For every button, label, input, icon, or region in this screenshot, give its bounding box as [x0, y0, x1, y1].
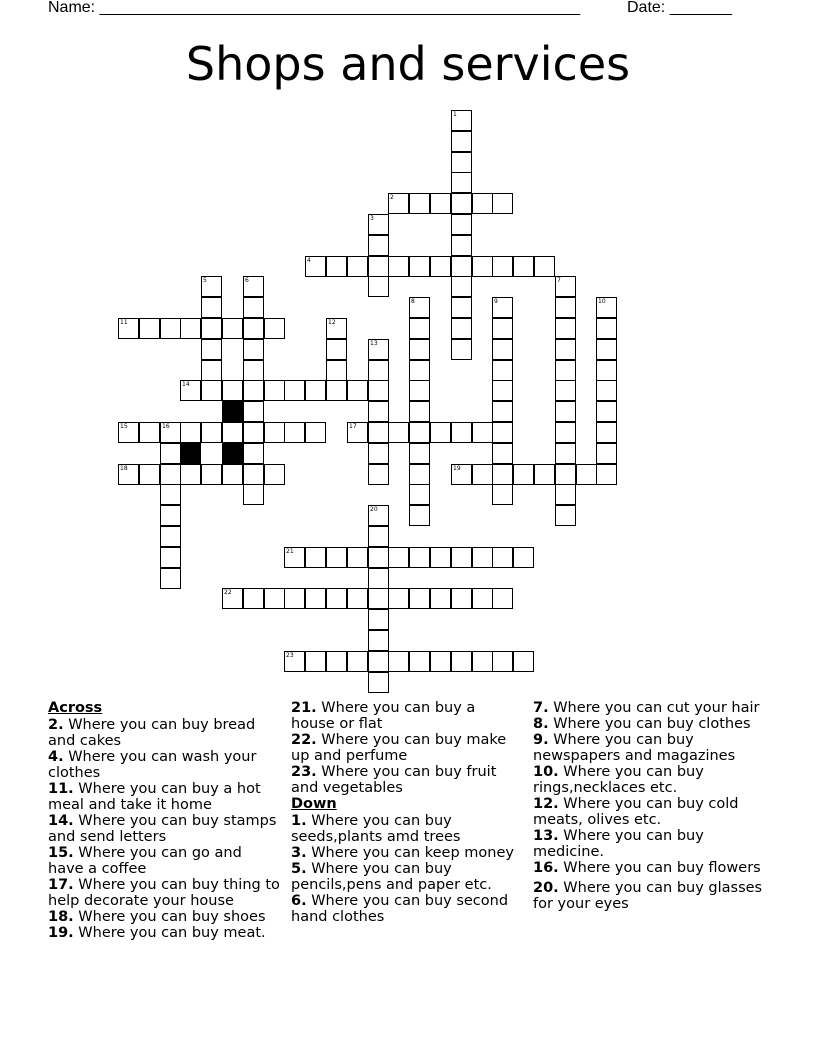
clue-text: Where you can buy fruit and vegetables	[291, 764, 497, 796]
clue-text: Where you can buy meat.	[78, 925, 266, 941]
clue-down-9	[533, 732, 773, 764]
clue-text: Where you can buy second hand clothes	[291, 893, 509, 925]
clue-number: 22.	[291, 732, 317, 748]
grid-cell[interactable]	[492, 318, 513, 339]
grid-cell[interactable]	[222, 380, 243, 401]
grid-cell[interactable]	[284, 422, 305, 443]
grid-number: 22	[224, 589, 232, 596]
grid-cell[interactable]	[555, 318, 576, 339]
grid-number: 1	[453, 111, 457, 118]
grid-cell[interactable]	[243, 401, 264, 422]
grid-cell[interactable]	[451, 318, 472, 339]
grid-cell[interactable]	[409, 505, 430, 526]
grid-cell[interactable]	[180, 318, 201, 339]
grid-cell[interactable]	[596, 339, 617, 360]
grid-cell[interactable]	[160, 547, 181, 568]
grid-cell[interactable]	[243, 339, 264, 360]
grid-cell[interactable]	[368, 505, 389, 526]
grid-cell[interactable]	[118, 318, 139, 339]
grid-cell[interactable]	[451, 214, 472, 235]
grid-cell[interactable]	[326, 380, 347, 401]
clue-number: 11.	[48, 781, 74, 797]
grid-cell[interactable]	[409, 339, 430, 360]
clue-text: Where you can keep money	[311, 845, 514, 861]
grid-cell[interactable]	[222, 588, 243, 609]
grid-cell[interactable]	[409, 651, 430, 672]
grid-cell[interactable]	[347, 547, 368, 568]
grid-cell[interactable]	[243, 318, 264, 339]
grid-cell[interactable]	[160, 568, 181, 589]
grid-cell[interactable]	[347, 588, 368, 609]
grid-cell[interactable]	[243, 276, 264, 297]
grid-cell[interactable]	[472, 422, 493, 443]
clue-across-23	[291, 764, 523, 796]
grid-cell[interactable]	[409, 318, 430, 339]
clue-down-13	[533, 828, 773, 860]
grid-cell[interactable]	[492, 256, 513, 277]
grid-number: 16	[162, 423, 170, 430]
clue-across-14	[48, 813, 280, 845]
clue-text: Where you can buy clothes	[553, 716, 751, 732]
grid-cell[interactable]	[180, 422, 201, 443]
clue-across-11	[48, 781, 280, 813]
clue-down-6	[291, 893, 523, 925]
grid-cell[interactable]	[472, 651, 493, 672]
grid-cell[interactable]	[430, 547, 451, 568]
grid-cell[interactable]	[492, 588, 513, 609]
grid-cell[interactable]	[201, 422, 222, 443]
grid-cell[interactable]	[368, 588, 389, 609]
grid-number: 12	[328, 319, 336, 326]
grid-number: 9	[494, 298, 498, 305]
clue-number: 19.	[48, 925, 74, 941]
grid-cell[interactable]	[118, 464, 139, 485]
clue-number: 21.	[291, 700, 317, 716]
grid-cell[interactable]	[513, 651, 534, 672]
grid-block	[222, 443, 243, 464]
grid-number: 18	[120, 465, 128, 472]
grid-cell[interactable]	[347, 256, 368, 277]
grid-number: 20	[370, 506, 378, 513]
grid-cell[interactable]	[243, 588, 264, 609]
grid-cell[interactable]	[492, 193, 513, 214]
grid-cell[interactable]	[513, 547, 534, 568]
grid-cell[interactable]	[451, 235, 472, 256]
clues-column-3	[533, 700, 773, 912]
grid-cell[interactable]	[430, 422, 451, 443]
grid-cell[interactable]	[430, 256, 451, 277]
grid-cell[interactable]	[160, 505, 181, 526]
grid-cell[interactable]	[243, 484, 264, 505]
grid-cell[interactable]	[368, 256, 389, 277]
grid-cell[interactable]	[451, 422, 472, 443]
grid-number: 13	[370, 340, 378, 347]
clue-down-8	[533, 716, 773, 732]
grid-cell[interactable]	[201, 464, 222, 485]
grid-cell[interactable]	[180, 464, 201, 485]
grid-cell[interactable]	[347, 422, 368, 443]
grid-cell[interactable]	[264, 318, 285, 339]
grid-cell[interactable]	[451, 464, 472, 485]
grid-cell[interactable]	[492, 339, 513, 360]
grid-cell[interactable]	[555, 401, 576, 422]
clue-text: Where you can buy stamps and send letters	[48, 813, 277, 845]
grid-cell[interactable]	[368, 401, 389, 422]
grid-cell[interactable]	[596, 422, 617, 443]
grid-cell[interactable]	[388, 256, 409, 277]
grid-number: 19	[453, 465, 461, 472]
grid-cell[interactable]	[160, 318, 181, 339]
grid-cell[interactable]	[409, 360, 430, 381]
grid-number: 17	[349, 423, 357, 430]
clue-text: Where you can buy cold meats, olives etc.	[533, 796, 739, 828]
clue-number: 12.	[533, 796, 559, 812]
clue-number: 4.	[48, 749, 64, 765]
clue-down-16	[533, 860, 773, 876]
grid-cell[interactable]	[222, 422, 243, 443]
clue-number: 13.	[533, 828, 559, 844]
grid-cell[interactable]	[243, 380, 264, 401]
clue-text: Where you can buy bread and cakes	[48, 717, 256, 749]
grid-cell[interactable]	[596, 318, 617, 339]
grid-cell[interactable]	[305, 380, 326, 401]
clue-number: 3.	[291, 845, 307, 861]
grid-cell[interactable]	[326, 360, 347, 381]
grid-cell[interactable]	[305, 651, 326, 672]
grid-cell[interactable]	[264, 422, 285, 443]
grid-cell[interactable]	[534, 464, 555, 485]
grid-cell[interactable]	[555, 484, 576, 505]
grid-block	[222, 401, 243, 422]
grid-cell[interactable]	[555, 505, 576, 526]
grid-number: 2	[390, 194, 394, 201]
grid-cell[interactable]	[139, 318, 160, 339]
clue-text: Where you can buy make up and perfume	[291, 732, 507, 764]
grid-cell[interactable]	[492, 380, 513, 401]
grid-cell[interactable]	[264, 380, 285, 401]
clue-text: Where you can buy glasses for your eyes	[533, 880, 763, 912]
grid-cell[interactable]	[409, 547, 430, 568]
grid-cell[interactable]	[326, 651, 347, 672]
grid-cell[interactable]	[368, 609, 389, 630]
clue-number: 5.	[291, 861, 307, 877]
grid-cell[interactable]	[451, 193, 472, 214]
grid-cell[interactable]	[409, 422, 430, 443]
grid-cell[interactable]	[368, 672, 389, 693]
grid-cell[interactable]	[555, 380, 576, 401]
grid-cell[interactable]	[368, 235, 389, 256]
grid-cell[interactable]	[243, 422, 264, 443]
grid-cell[interactable]	[222, 318, 243, 339]
grid-cell[interactable]	[305, 256, 326, 277]
grid-cell[interactable]	[596, 380, 617, 401]
name-field[interactable]: Name: ______________________________________________________	[48, 0, 581, 16]
grid-cell[interactable]	[451, 152, 472, 173]
grid-cell[interactable]	[284, 651, 305, 672]
clue-number: 16.	[533, 860, 559, 876]
grid-cell[interactable]	[472, 464, 493, 485]
grid-cell[interactable]	[139, 422, 160, 443]
grid-cell[interactable]	[409, 256, 430, 277]
grid-cell[interactable]	[409, 401, 430, 422]
grid-cell[interactable]	[534, 256, 555, 277]
down-heading: Down	[291, 796, 337, 812]
clue-across-19	[48, 925, 280, 941]
grid-cell[interactable]	[492, 464, 513, 485]
clue-number: 2.	[48, 717, 64, 733]
clue-number: 1.	[291, 813, 307, 829]
clue-text: Where you can buy rings,necklaces etc.	[533, 764, 704, 796]
grid-cell[interactable]	[368, 339, 389, 360]
grid-cell[interactable]	[555, 464, 576, 485]
grid-number: 14	[182, 381, 190, 388]
grid-cell[interactable]	[492, 297, 513, 318]
grid-cell[interactable]	[243, 360, 264, 381]
grid-cell[interactable]	[201, 297, 222, 318]
grid-cell[interactable]	[368, 464, 389, 485]
clues-column-2	[291, 700, 523, 925]
grid-cell[interactable]	[139, 464, 160, 485]
clue-down-20	[533, 880, 773, 912]
grid-cell[interactable]	[368, 547, 389, 568]
grid-cell[interactable]	[222, 464, 243, 485]
clue-text: Where you can buy newspapers and magazines	[533, 732, 736, 764]
grid-cell[interactable]	[451, 297, 472, 318]
grid-cell[interactable]	[409, 588, 430, 609]
grid-cell[interactable]	[472, 547, 493, 568]
grid-cell[interactable]	[264, 588, 285, 609]
clue-number: 20.	[533, 880, 559, 896]
grid-cell[interactable]	[388, 422, 409, 443]
grid-cell[interactable]	[472, 256, 493, 277]
grid-cell[interactable]	[451, 276, 472, 297]
clue-text: Where you can buy flowers	[563, 860, 761, 876]
grid-cell[interactable]	[409, 484, 430, 505]
clue-across-4	[48, 749, 280, 781]
grid-cell[interactable]	[451, 172, 472, 193]
clue-number: 6.	[291, 893, 307, 909]
clue-text: Where you can go and have a coffee	[48, 845, 242, 877]
grid-cell[interactable]	[409, 380, 430, 401]
grid-number: 23	[286, 652, 294, 659]
grid-cell[interactable]	[555, 443, 576, 464]
grid-cell[interactable]	[409, 297, 430, 318]
clue-number: 9.	[533, 732, 549, 748]
grid-cell[interactable]	[160, 443, 181, 464]
grid-cell[interactable]	[451, 110, 472, 131]
clue-across-17	[48, 877, 280, 909]
grid-cell[interactable]	[180, 380, 201, 401]
grid-cell[interactable]	[264, 464, 285, 485]
clue-number: 23.	[291, 764, 317, 780]
clue-down-7	[533, 700, 773, 716]
grid-cell[interactable]	[368, 380, 389, 401]
grid-number: 15	[120, 423, 128, 430]
grid-cell[interactable]	[430, 193, 451, 214]
grid-cell[interactable]	[368, 214, 389, 235]
grid-number: 8	[411, 298, 415, 305]
grid-cell[interactable]	[160, 526, 181, 547]
clue-text: Where you can buy medicine.	[533, 828, 704, 860]
grid-cell[interactable]	[368, 276, 389, 297]
clue-down-10	[533, 764, 773, 796]
grid-cell[interactable]	[430, 588, 451, 609]
grid-cell[interactable]	[326, 339, 347, 360]
grid-number: 6	[245, 277, 249, 284]
clue-text: Where you can buy thing to help decorate your house	[48, 877, 280, 909]
grid-cell[interactable]	[368, 630, 389, 651]
grid-cell[interactable]	[492, 422, 513, 443]
grid-cell[interactable]	[160, 484, 181, 505]
grid-cell[interactable]	[326, 318, 347, 339]
clue-number: 14.	[48, 813, 74, 829]
grid-cell[interactable]	[160, 464, 181, 485]
grid-cell[interactable]	[305, 547, 326, 568]
clue-text: Where you can buy pencils,pens and paper etc.	[291, 861, 492, 893]
grid-cell[interactable]	[368, 526, 389, 547]
clue-text: Where you can cut your hair	[553, 700, 760, 716]
grid-cell[interactable]	[451, 651, 472, 672]
clue-across-15	[48, 845, 280, 877]
grid-block	[180, 443, 201, 464]
grid-cell[interactable]	[388, 547, 409, 568]
grid-cell[interactable]	[555, 422, 576, 443]
grid-cell[interactable]	[472, 588, 493, 609]
grid-cell[interactable]	[347, 651, 368, 672]
grid-cell[interactable]	[409, 464, 430, 485]
clue-number: 18.	[48, 909, 74, 925]
grid-cell[interactable]	[596, 360, 617, 381]
clue-text: Where you can buy a house or flat	[291, 700, 476, 732]
grid-cell[interactable]	[160, 422, 181, 443]
clue-down-3	[291, 845, 523, 861]
grid-cell[interactable]	[576, 464, 597, 485]
clue-across-2	[48, 717, 280, 749]
grid-number: 3	[370, 215, 374, 222]
clue-number: 10.	[533, 764, 559, 780]
clue-down-5	[291, 861, 523, 893]
grid-cell[interactable]	[409, 193, 430, 214]
clue-text: Where you can wash your clothes	[48, 749, 257, 781]
grid-cell[interactable]	[430, 651, 451, 672]
grid-cell[interactable]	[451, 339, 472, 360]
grid-cell[interactable]	[596, 297, 617, 318]
grid-cell[interactable]	[243, 297, 264, 318]
grid-cell[interactable]	[284, 380, 305, 401]
grid-cell[interactable]	[368, 651, 389, 672]
grid-cell[interactable]	[492, 651, 513, 672]
clues-column-1	[48, 700, 280, 941]
grid-cell[interactable]	[201, 380, 222, 401]
grid-cell[interactable]	[596, 401, 617, 422]
clue-across-21	[291, 700, 523, 732]
grid-cell[interactable]	[596, 443, 617, 464]
grid-number: 11	[120, 319, 128, 326]
grid-cell[interactable]	[368, 422, 389, 443]
grid-cell[interactable]	[326, 588, 347, 609]
grid-cell[interactable]	[492, 547, 513, 568]
grid-cell[interactable]	[284, 547, 305, 568]
grid-cell[interactable]	[368, 360, 389, 381]
clue-text: Where you can buy a hot meal and take it home	[48, 781, 261, 813]
grid-cell[interactable]	[451, 131, 472, 152]
grid-cell[interactable]	[201, 318, 222, 339]
grid-number: 7	[557, 277, 561, 284]
grid-cell[interactable]	[492, 443, 513, 464]
grid-cell[interactable]	[472, 193, 493, 214]
grid-number: 5	[203, 277, 207, 284]
grid-cell[interactable]	[555, 276, 576, 297]
grid-cell[interactable]	[118, 422, 139, 443]
clue-number: 7.	[533, 700, 549, 716]
clue-across-18	[48, 909, 280, 925]
grid-cell[interactable]	[326, 547, 347, 568]
grid-cell[interactable]	[201, 339, 222, 360]
grid-cell[interactable]	[596, 464, 617, 485]
grid-cell[interactable]	[305, 422, 326, 443]
clue-number: 17.	[48, 877, 74, 893]
grid-cell[interactable]	[201, 276, 222, 297]
grid-cell[interactable]	[305, 588, 326, 609]
grid-cell[interactable]	[492, 401, 513, 422]
grid-cell[interactable]	[388, 193, 409, 214]
grid-cell[interactable]	[409, 443, 430, 464]
clue-down-1	[291, 813, 523, 845]
date-field[interactable]: Date: _______	[627, 0, 732, 16]
grid-cell[interactable]	[243, 443, 264, 464]
grid-cell[interactable]	[451, 256, 472, 277]
grid-cell[interactable]	[243, 464, 264, 485]
grid-cell[interactable]	[513, 464, 534, 485]
clue-number: 8.	[533, 716, 549, 732]
grid-cell[interactable]	[284, 588, 305, 609]
clue-number: 15.	[48, 845, 74, 861]
grid-number: 21	[286, 548, 294, 555]
grid-cell[interactable]	[451, 588, 472, 609]
grid-cell[interactable]	[492, 484, 513, 505]
grid-cell[interactable]	[326, 256, 347, 277]
page-title: Shops and services	[185, 37, 631, 91]
grid-cell[interactable]	[368, 443, 389, 464]
grid-cell[interactable]	[513, 256, 534, 277]
grid-cell[interactable]	[451, 547, 472, 568]
grid-number: 10	[598, 298, 606, 305]
grid-cell[interactable]	[555, 339, 576, 360]
clue-down-12	[533, 796, 773, 828]
grid-cell[interactable]	[555, 297, 576, 318]
grid-cell[interactable]	[347, 380, 368, 401]
clue-text: Where you can buy shoes	[78, 909, 266, 925]
clue-across-22	[291, 732, 523, 764]
grid-cell[interactable]	[368, 568, 389, 589]
grid-number: 4	[307, 257, 311, 264]
grid-cell[interactable]	[388, 588, 409, 609]
grid-cell[interactable]	[492, 360, 513, 381]
clue-text: Where you can buy seeds,plants amd trees	[291, 813, 461, 845]
grid-cell[interactable]	[555, 360, 576, 381]
grid-cell[interactable]	[388, 651, 409, 672]
across-heading: Across	[48, 700, 103, 716]
grid-cell[interactable]	[201, 360, 222, 381]
